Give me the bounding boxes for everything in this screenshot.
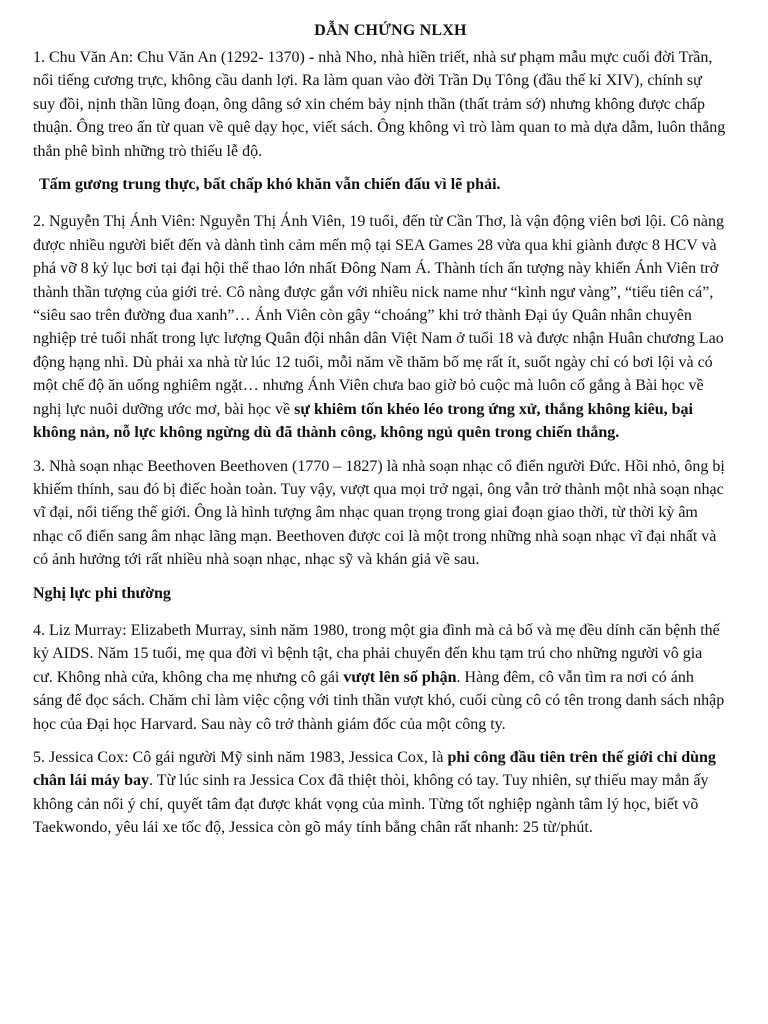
heading-willpower: Nghị lực phi thường [33,584,171,602]
paragraph-anh-vien [33,210,726,444]
chu-van-an-text: nhà Nho, nhà hiền triết, nhà sư phạm mẫu mực cuối đời Trần, nổi tiếng cương trực, không cầu danh lợi. Ra làm quan vào đời Trần Dụ Tông (đầu thế kỉ XIV), chính sự suy đồi, nịnh thần lũng đoạn, ông dâng sớ xin chém bảy nịnh thần (thất trảm sớ) nhưng không được chấp thuận. Ông treo ấn từ quan về quê dạy học, viết sách. Ông không vì trò làm quan to mà dựa dẫm, luôn thẳng thắn phê bình những trò thiếu lễ độ. [33,49,726,160]
paragraph-beethoven: 3. Nhà soạn nhạc Beethoven Beethoven (1770 – 1827) là nhà soạn nhạc cổ điển người Đức. Hồi nhỏ, ông bị khiếm thính, sau đó bị điếc hoàn toàn. Tuy vậy, vượt qua mọi trở ngại, ông vẫn trở thành một nhà soạn nhạc vĩ đại, nổi tiếng thế giới. Ông là hình tượng âm nhạc quan trọng trong giai đoạn giao thời, từ thời kỳ âm nhạc cổ điển sang âm nhạc lãng mạn. Beethoven được coi là một trong những nhà soạn nhạc vĩ đại nhất và có ảnh hưởng tới rất nhiều nhà soạn nhạc, nhạc sỹ và khán giả về sau. [33,457,725,569]
chu-van-an-intro: 1. Chu Văn An: Chu Văn An (1292- 1370) [33,49,309,66]
document-title: DẪN CHỨNG NLXH [314,22,467,39]
jessica-cox-text-a: 5. Jessica Cox: Cô gái người Mỹ sinh năm 1983, Jessica Cox, là [33,748,448,766]
anh-vien-bold-text: sự khiêm tốn khéo léo trong ứng xử, thắng không kiêu, bại không nản, nỗ lực không ngừng dù đã thành công, không ngủ quên trong chiến thắng. [33,400,693,442]
paragraph-chu-van-an [33,46,726,163]
liz-murray-text-b: . Hàng đêm, cô vẫn tìm ra nơi có ánh sáng để đọc sách. Chăm chỉ làm việc cộng với tinh thần vượt khó, cuối cùng cô có tên trong danh sách nhập học của Đại học Harvard. Sau này cô trở thành giám đốc của một công ty. [33,668,725,733]
chu-van-an-dash: - [308,49,315,66]
jessica-cox-text-b: . Từ lúc sinh ra Jessica Cox đã thiệt thòi, không có tay. Tuy nhiên, sự thiếu may mắn ấy không cản nổi ý chí, quyết tâm đạt được khát vọng của mình. Từng tốt nghiệp ngành tâm lý học, biết võ Taekwondo, yêu lái xe tốc độ, Jessica còn gõ máy tính bằng chân rất nhanh: 25 từ/phút. [33,772,709,837]
paragraph-jessica-cox [33,746,726,840]
jessica-cox-bold-text: phi công đầu tiên trên thế giới chỉ dùng chân lái máy bay [33,748,716,790]
anh-vien-text: 2. Nguyễn Thị Ánh Viên: Nguyễn Thị Ánh Viên, 19 tuổi, đến từ Cần Thơ, là vận động viên bơi lội. Cô nàng được nhiều người biết đến và dành tình cảm mến mộ tại SEA Games 28 vừa qua khi giành được 8 HCV và phá vỡ 8 kỷ lục bơi tại đại hội thể thao lớn nhất Đông Nam Á. Thành tích ấn tượng này khiến Ánh Viên trở thành thần tượng của giới trẻ. Cô nàng được gắn với nhiều nick name như “kình ngư vàng”, “tiểu tiên cá”, “siêu sao trên đường đua xanh”… Ánh Viên còn gây “choáng” khi trở thành Đại úy Quân nhân chuyên nghiệp trẻ tuổi nhất trong lực lượng Quân đội nhân dân Việt Nam ở tuổi 18 và được nhận Huân chương Lao động hạng nhì. Dù phải xa nhà từ lúc 12 tuổi, mỗi năm về thăm bố mẹ rất ít, suốt ngày chỉ có bơi lội và có một chế độ ăn uống nghiêm ngặt… nhưng Ánh Viên chưa bao giờ bỏ cuộc mà luôn cố gắng à Bài học về nghị lực nuôi dưỡng ước mơ, bài học về [33,213,725,418]
paragraph-liz-murray [33,619,726,736]
liz-murray-text-a: 4. Liz Murray: Elizabeth Murray, sinh năm 1980, trong một gia đình mà cả bố và mẹ đều dính căn bệnh thế kỷ AIDS. Năm 15 tuổi, mẹ qua đời vì bệnh tật, cha phải chuyển đến khu tạm trú cho những người vô gia cư. Không nhà cửa, không cha mẹ nhưng cô gái [33,621,720,686]
heading-honesty: Tấm gương trung thực, bất chấp khó khăn vẫn chiến đấu vì lẽ phải. [39,176,501,194]
liz-murray-bold-text: vượt lên số phận [343,668,457,686]
